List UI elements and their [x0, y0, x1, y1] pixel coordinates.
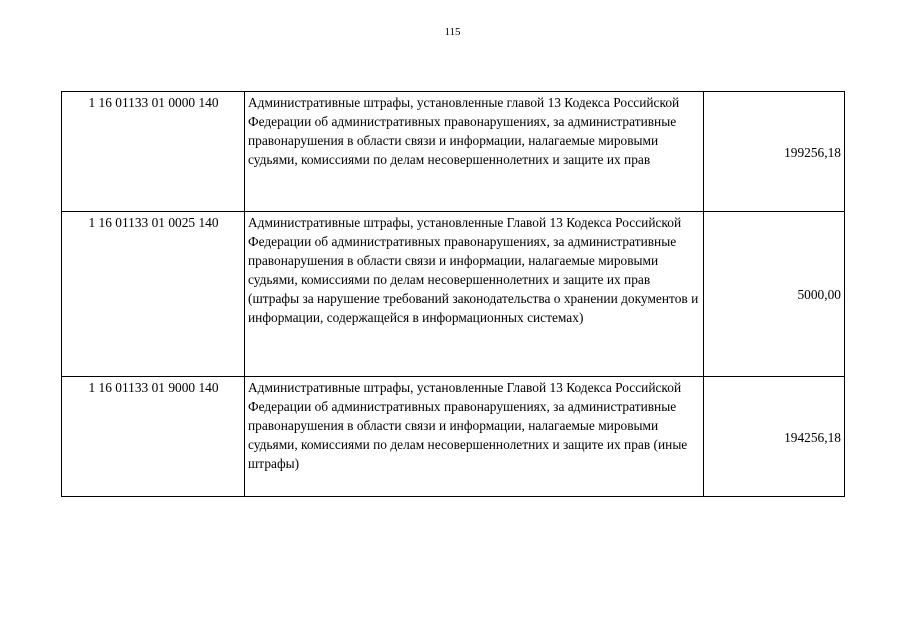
table-row	[62, 212, 845, 377]
budget-code-cell: 1 16 01133 01 9000 140	[62, 377, 245, 497]
description-cell: Административные штрафы, установленные главой 13 Кодекса Российской Федерации об административных правонарушениях, за административные правонарушения в области связи и информации, налагаемые мировыми судьями, комиссиями по делам несовершеннолетних и защите их прав	[245, 92, 704, 212]
amount-cell: 194256,18	[704, 377, 845, 497]
description-cell: Административные штрафы, установленные Главой 13 Кодекса Российской Федерации об административных правонарушениях, за административные правонарушения в области связи и информации, налагаемые мировыми судьями, комиссиями по делам несовершеннолетних и защите их прав (штрафы за нарушение требований законодательства о хранении документов и информации, содержащейся в информационных системах)	[245, 212, 704, 377]
table-row	[62, 377, 845, 497]
budget-code-cell: 1 16 01133 01 0025 140	[62, 212, 245, 377]
budget-code-cell: 1 16 01133 01 0000 140	[62, 92, 245, 212]
page-number: 115	[444, 26, 461, 38]
table-row	[62, 92, 845, 212]
amount-cell: 5000,00	[704, 212, 845, 377]
budget-table	[61, 91, 845, 497]
description-cell: Административные штрафы, установленные Главой 13 Кодекса Российской Федерации об административных правонарушениях, за административные правонарушения в области связи и информации, налагаемые мировыми судьями, комиссиями по делам несовершеннолетних и защите их прав (иные штрафы)	[245, 377, 704, 497]
amount-cell: 199256,18	[704, 92, 845, 212]
